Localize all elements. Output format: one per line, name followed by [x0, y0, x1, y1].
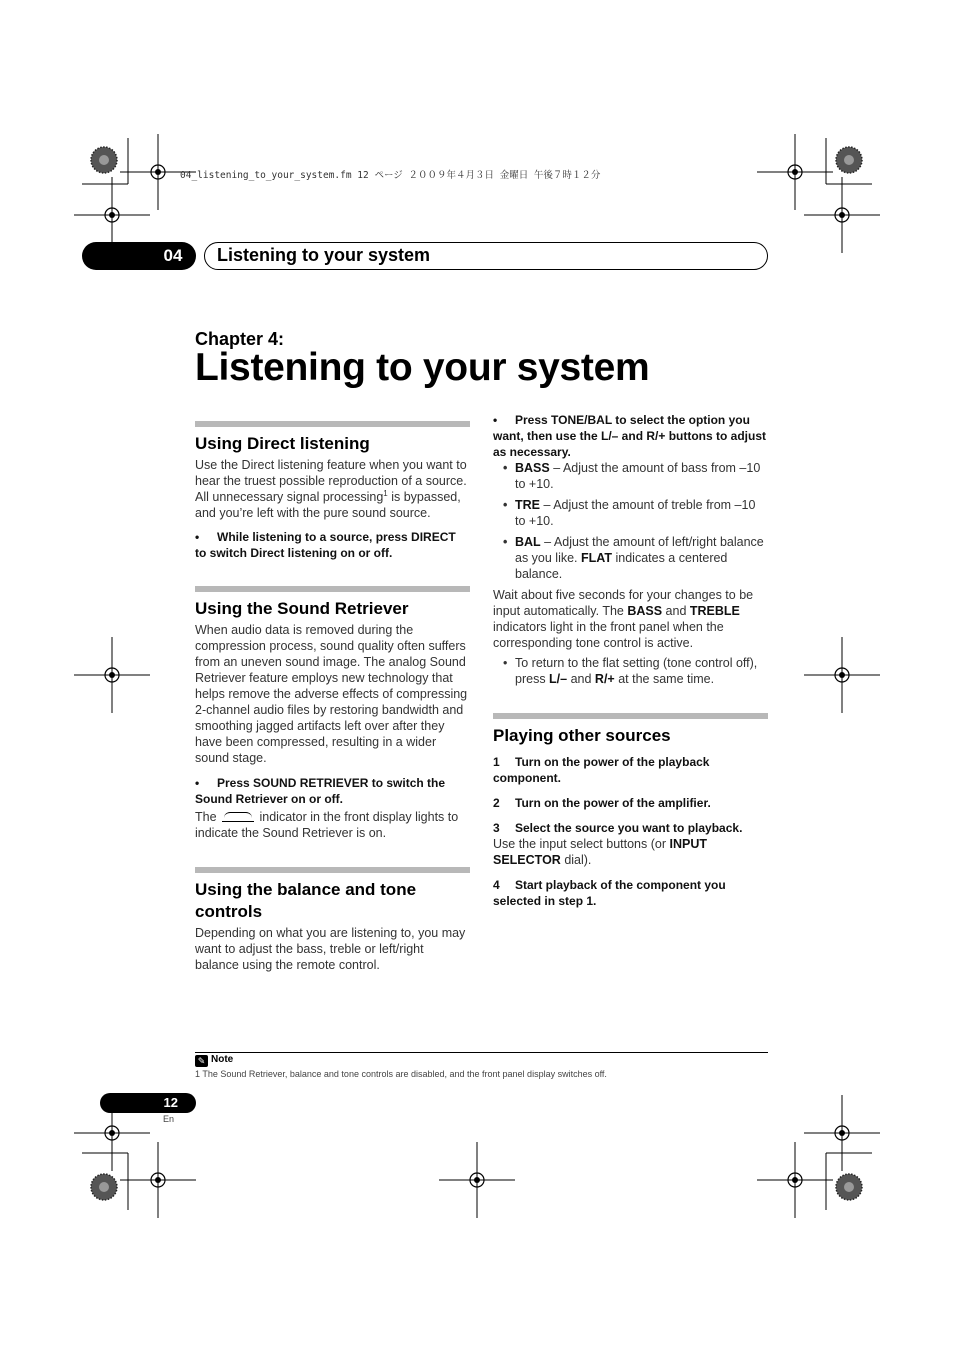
section-heading-balance: Using the balance and tone controls [195, 880, 417, 921]
section-divider [195, 586, 470, 592]
tone-instruction: • Press TONE/BAL to select the option you want, then use the L/– and R/+ buttons to adjust as necessary. [493, 413, 767, 459]
step-3: 3 Select the source you want to playback. [493, 821, 743, 835]
running-header [204, 242, 768, 270]
left-column [195, 421, 470, 973]
section-heading-direct: Using Direct listening [195, 434, 370, 453]
direct-instruction: • While listening to a source, press DIRECT to switch Direct listening on or off. [195, 530, 456, 560]
step-4: 4 Start playback of the component you selected in step 1. [493, 878, 726, 908]
bullet: • [503, 535, 508, 549]
retriever-instruction: • Press SOUND RETRIEVER to switch the Sound Retriever on or off. [195, 776, 446, 806]
page-title: Listening to your system [195, 346, 650, 389]
step-2: 2 Turn on the power of the amplifier. [493, 796, 711, 810]
bullet: • [195, 776, 200, 790]
section-heading-retriever: Using the Sound Retriever [195, 599, 409, 618]
section-divider [195, 867, 470, 873]
note-divider [195, 1052, 768, 1053]
right-column [493, 412, 768, 909]
note-label: Note [211, 1054, 234, 1065]
sound-retriever-indicator-icon [222, 810, 254, 822]
tone-option-tre: • TRE – Adjust the amount of treble from –10 to +10. [503, 498, 756, 528]
bullet: • [503, 656, 508, 670]
footnote-ref: 1 [383, 488, 388, 498]
step-3-note: Use the input select buttons (or INPUT SELECTOR dial). [493, 837, 707, 867]
retriever-body: When audio data is removed during the compression process, sound quality often suffers from an uneven sound image. The analog Sound Retriever feature employs new technology that helps remove the adverse effects of compressing 2-channel audio files by restoring bandwidth and smoothing jagged artifacts left over after they have been compressed, resulting in a wider sound stage. [195, 623, 468, 765]
direct-body: Use the Direct listening feature when you want to hear the truest possible reproduction of a source. All unnecessary signal processing$^1$ is bypassed, and you’re left with the pure sound source. [195, 458, 467, 520]
page-number: 12 [163, 1095, 178, 1110]
chapter-label: Chapter 4: [195, 329, 285, 349]
bullet: • [503, 461, 508, 475]
step-1: 1 Turn on the power of the playback component. [493, 755, 710, 785]
tone-option-bal: • BAL – Adjust the amount of left/right balance as you like. FLAT indicates a centered balance. [503, 535, 764, 581]
bullet: • [195, 530, 200, 544]
section-divider [493, 713, 768, 719]
retriever-indicator-text: The indicator in the front display lights to indicate the Sound Retriever is on. [195, 810, 459, 840]
footnote: 1 The Sound Retriever, balance and tone controls are disabled, and the front panel display switches off. [195, 1069, 607, 1079]
pencil-icon: ✎ [195, 1055, 208, 1067]
running-header-title: Listening to your system [217, 245, 431, 265]
section-divider [195, 421, 470, 427]
page-language: En [163, 1114, 175, 1124]
chapter-number-badge [82, 242, 196, 270]
tone-flat-tip: • To return to the flat setting (tone control off), press L/– and R/+ at the same time. [503, 656, 758, 686]
bullet: • [503, 498, 508, 512]
chapter-number: 04 [163, 246, 183, 265]
tone-option-bass: • BASS – Adjust the amount of bass from –10 to +10. [503, 461, 761, 491]
page-number-badge [100, 1093, 196, 1113]
balance-body: Depending on what you are listening to, you may want to adjust the bass, treble or left/right balance using the remote control. [195, 926, 466, 972]
tone-wait-text: Wait about five seconds for your changes to be input automatically. The BASS and TREBLE indicators light in the front panel when the corresponding tone control is active. [493, 588, 754, 650]
bullet: • [493, 413, 498, 427]
print-header: 04_listening_to_your_system.fm 12 ページ ２００９年４月３日 金曜日 午後７時１２分 [180, 170, 601, 181]
section-heading-other-sources: Playing other sources [493, 726, 671, 745]
